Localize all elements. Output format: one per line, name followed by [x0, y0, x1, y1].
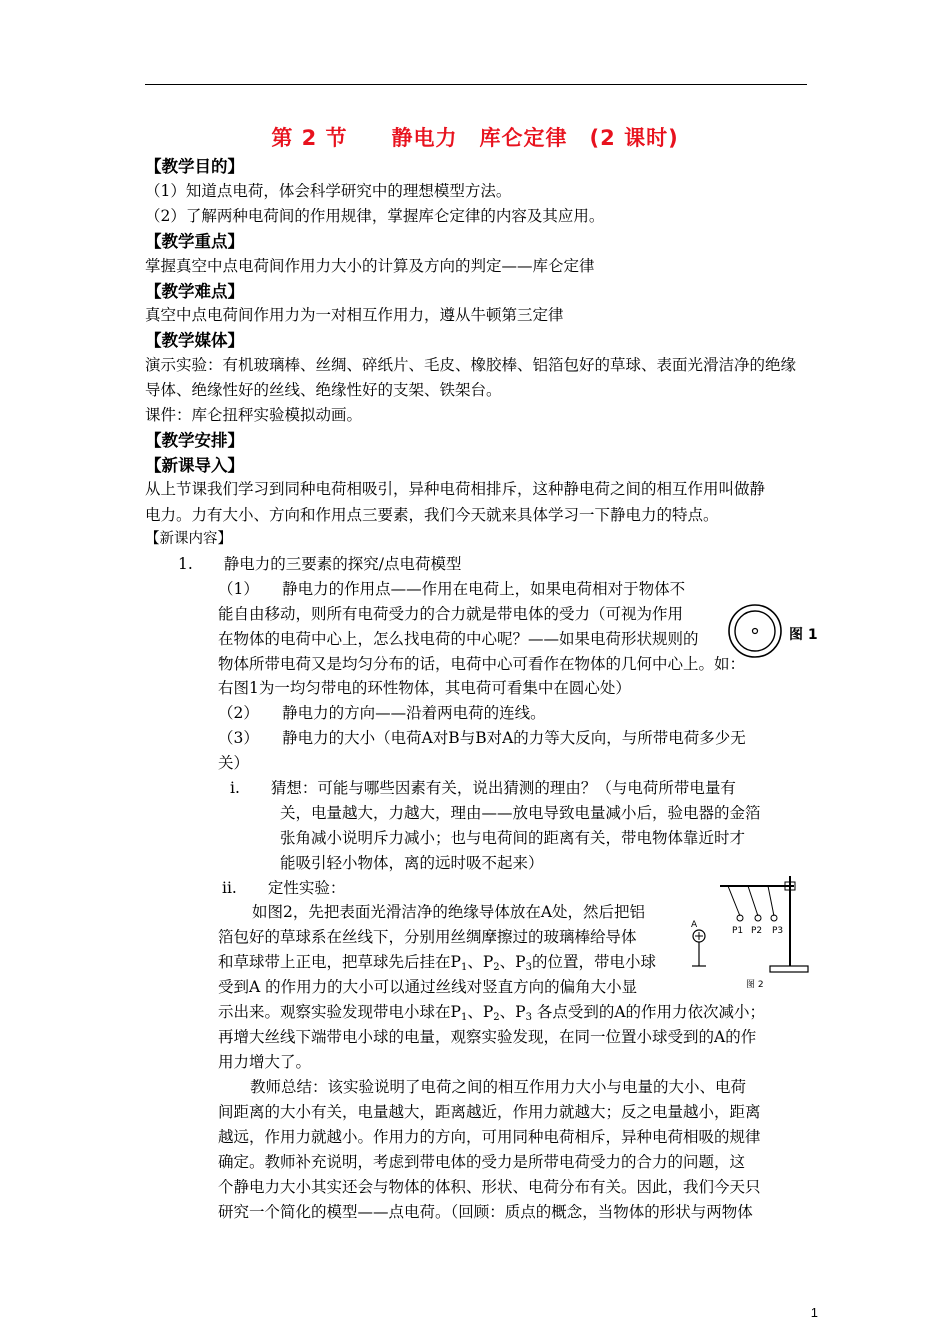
media-heading: 【教学媒体】 — [145, 331, 244, 350]
difficulty-heading: 【教学难点】 — [145, 282, 244, 301]
experiment-line-6: 再增大丝线下端带电小球的电量，观察实验发现，在同一位置小球受到的A的作 — [218, 1028, 757, 1046]
focus-heading: 【教学重点】 — [145, 232, 244, 251]
goal-2: （2）了解两种电荷间的作用规律，掌握库仑定律的内容及其应用。 — [145, 207, 605, 225]
figure-2-p2-label: P2 — [751, 926, 763, 936]
point3-line-1: （3） 静电力的大小（电荷A对B与B对A的力等大反向，与所带电荷多少无 — [218, 729, 746, 747]
point3-line-2: 关） — [218, 754, 250, 772]
figure-2-p1-label: P1 — [732, 926, 744, 936]
summary-line-3: 越远，作用力就越小。作用力的方向，可用同种电荷相斥，异种电荷相吸的规律 — [218, 1128, 761, 1146]
media-line-2: 导体、绝缘性好的丝线、绝缘性好的支架、铁架台。 — [145, 381, 502, 399]
experiment-heading: ii. 定性实验： — [222, 879, 346, 897]
experiment-figure — [688, 872, 812, 990]
goals-heading: 【教学目的】 — [145, 157, 244, 176]
media-line-1: 演示实验：有机玻璃棒、丝绸、碎纸片、毛皮、橡胶棒、铝箔包好的草球、表面光滑洁净的绝缘 — [145, 356, 797, 374]
experiment-line-7: 用力增大了。 — [218, 1053, 312, 1071]
guess-line-1: i. 猜想：可能与哪些因素有关，说出猜测的理由？（与电荷所带电量有 — [230, 779, 736, 797]
media-line-3: 课件：库仑扭秤实验模拟动画。 — [145, 406, 363, 424]
content-heading: 【新课内容】 — [145, 531, 232, 547]
point2: （2） 静电力的方向——沿着两电荷的连线。 — [218, 704, 546, 722]
point1-line-5: 右图1为一均匀带电的环性物体，其电荷可看集中在圆心处） — [218, 679, 631, 697]
figure-2-p3-label: P3 — [772, 926, 784, 936]
summary-line-5: 个静电力大小其实还会与物体的体积、形状、电荷分布有关。因此，我们今天只 — [218, 1178, 761, 1196]
summary-line-6: 研究一个简化的模型——点电荷。（回顾：质点的概念，当物体的形状与两物体 — [218, 1203, 753, 1221]
point1-line-3: 在物体的电荷中心上，怎么找电荷的中心呢？——如果电荷形状规则的 — [218, 630, 699, 648]
focus-text: 掌握真空中点电荷间作用力大小的计算及方向的判定——库仑定律 — [145, 257, 595, 275]
point1-line-4: 物体所带电荷又是均匀分布的话，电荷中心可看作在物体的几何中心上。如： — [218, 655, 746, 673]
goal-1: （1）知道点电荷，体会科学研究中的理想模型方法。 — [145, 182, 512, 200]
intro-heading: 【新课导入】 — [145, 456, 244, 475]
guess-line-3: 张角减小说明斥力减小；也与电荷间的距离有关，带电物体靠近时才 — [280, 829, 746, 847]
experiment-line-4: 受到A 的作用力的大小可以通过丝线对竖直方向的偏角大小显 — [218, 978, 638, 996]
experiment-line-2: 箔包好的草球系在丝线下，分别用丝绸摩擦过的玻璃棒给导体 — [218, 928, 637, 946]
header-rule — [145, 84, 807, 85]
intro-line-2: 电力。力有大小、方向和作用点三要素，我们今天就来具体学习一下静电力的特点。 — [145, 506, 719, 524]
summary-line-4: 确定。教师补充说明，考虑到带电体的受力是所带电荷受力的合力的问题，这 — [218, 1153, 746, 1171]
item-1: 1. 静电力的三要素的探究/点电荷模型 — [178, 555, 462, 573]
figure-2-a-label: A — [691, 920, 698, 930]
guess-line-4: 能吸引轻小物体，离的远时吸不起来） — [280, 854, 544, 872]
ring-figure — [727, 603, 783, 659]
difficulty-text: 真空中点电荷间作用力为一对相互作用力，遵从牛顿第三定律 — [145, 306, 564, 324]
intro-line-1: 从上节课我们学习到同种电荷相吸引，异种电荷相排斥，这种静电荷之间的相互作用叫做静 — [145, 480, 766, 498]
summary-line-1: 教师总结：该实验说明了电荷之间的相互作用力大小与电量的大小、电荷 — [250, 1078, 747, 1096]
figure-1-label: 图 1 — [789, 627, 818, 643]
experiment-line-5: 示出来。观察实验发现带电小球在$P_1$、$P_2$、$P_3$ 各点受到的A的作用力依次减小； — [218, 1003, 766, 1023]
point1-line-1: （1） 静电力的作用点——作用在电荷上，如果电荷相对于物体不 — [218, 580, 686, 598]
page-number: 1 — [810, 1305, 818, 1320]
experiment-line-3: 和草球带上正电，把草球先后挂在$P_1$、$P_2$、$P_3$的位置，带电小球 — [218, 953, 656, 973]
summary-line-2: 间距离的大小有关，电量越大，距离越近，作用力就越大；反之电量越小，距离 — [218, 1103, 761, 1121]
guess-line-2: 关，电量越大，力越大，理由——放电导致电量减小后，验电器的金箔 — [280, 804, 761, 822]
point1-line-2: 能自由移动，则所有电荷受力的合力就是带电体的受力（可视为作用 — [218, 605, 684, 623]
plan-heading: 【教学安排】 — [145, 431, 244, 450]
figure-2-label: 图 2 — [746, 980, 764, 990]
experiment-line-1: 如图2，先把表面光滑洁净的绝缘导体放在A处，然后把铝 — [252, 903, 646, 921]
page-title: 第 2 节 静电力 库仑定律 (2 课时) — [271, 126, 679, 150]
